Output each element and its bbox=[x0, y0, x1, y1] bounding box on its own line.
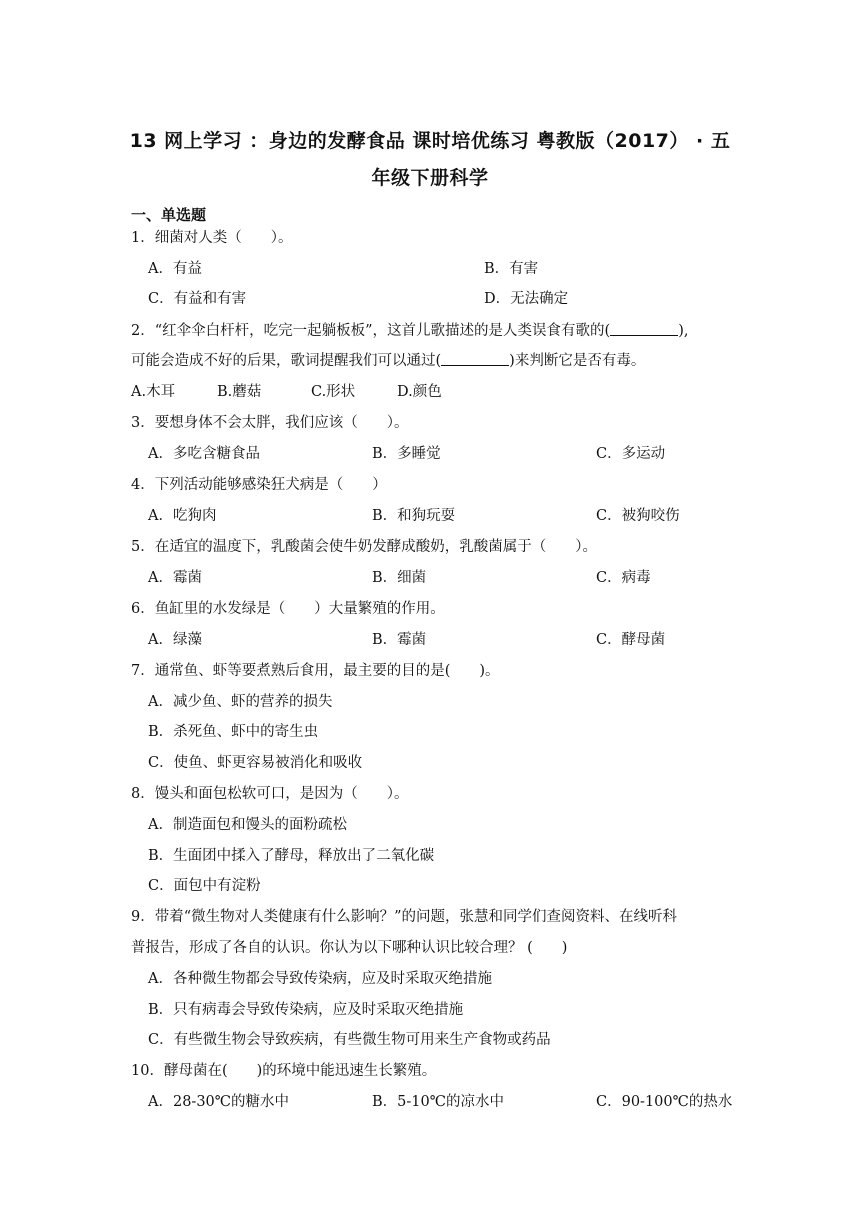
answer-blank bbox=[441, 351, 509, 366]
q4-option-b: B．和狗玩耍 bbox=[372, 508, 456, 524]
q3-option-a: A．多吃含糖食品 bbox=[148, 446, 260, 462]
q5-option-c: C．病毒 bbox=[596, 570, 651, 586]
q1-option-d: D．无法确定 bbox=[484, 291, 569, 307]
q10-option-a: A．28-30℃的糖水中 bbox=[148, 1094, 289, 1110]
q2-option-b: B.蘑菇 bbox=[217, 384, 262, 400]
question-5: 5．在适宜的温度下，乳酸菌会使牛奶发酵成酸奶，乳酸菌属于（ ）。 bbox=[131, 539, 597, 555]
q5-option-b: B．细菌 bbox=[372, 570, 427, 586]
question-8: 8．馒头和面包松软可口，是因为（ ）。 bbox=[131, 786, 409, 802]
question-2-line-2 bbox=[131, 349, 645, 370]
q2-option-c: C.形状 bbox=[311, 384, 356, 400]
question-4: 4．下列活动能够感染狂犬病是（ ） bbox=[131, 477, 387, 493]
q2-option-d: D.颜色 bbox=[397, 384, 442, 400]
q2-stem-part-2: ), bbox=[678, 323, 689, 339]
q6-option-a: A．绿藻 bbox=[148, 632, 202, 648]
q4-option-a: A．吃狗肉 bbox=[148, 508, 217, 524]
question-6: 6．鱼缸里的水发绿是（ ）大量繁殖的作用。 bbox=[131, 601, 445, 617]
q9-option-b: B．只有病毒会导致传染病，应及时采取灭绝措施 bbox=[148, 1002, 464, 1018]
q1-option-a: A．有益 bbox=[148, 261, 202, 277]
section-heading: 一、单选题 bbox=[131, 206, 207, 224]
q10-option-c: C．90-100℃的热水 bbox=[596, 1094, 733, 1110]
q5-option-a: A．霉菌 bbox=[148, 570, 202, 586]
q7-option-a: A．减少鱼、虾的营养的损失 bbox=[148, 694, 333, 710]
q6-option-c: C．酵母菌 bbox=[596, 632, 666, 648]
q9-option-a: A．各种微生物都会导致传染病，应及时采取灭绝措施 bbox=[148, 971, 492, 987]
q8-option-c: C．面包中有淀粉 bbox=[148, 878, 261, 894]
question-10: 10．酵母菌在( )的环境中能迅速生长繁殖。 bbox=[131, 1063, 437, 1079]
question-9: 9．带着“微生物对人类健康有什么影响？”的问题，张慧和同学们查阅资料、在线听科 bbox=[131, 909, 678, 925]
question-3: 3．要想身体不会太胖，我们应该（ ）。 bbox=[131, 415, 409, 431]
q1-option-c: C．有益和有害 bbox=[148, 291, 247, 307]
q3-option-b: B．多睡觉 bbox=[372, 446, 441, 462]
q1-option-b: B．有害 bbox=[484, 261, 539, 277]
q8-option-b: B．生面团中揉入了酵母，释放出了二氧化碳 bbox=[148, 848, 435, 864]
q7-option-b: B．杀死鱼、虾中的寄生虫 bbox=[148, 724, 319, 740]
q2-line2-part-2: )来判断它是否有毒。 bbox=[509, 353, 646, 369]
question-9-line-2: 普报告，形成了各自的认识。你认为以下哪种认识比较合理？ ( ) bbox=[131, 940, 568, 956]
q3-option-c: C．多运动 bbox=[596, 446, 666, 462]
page-title-line-2: 年级下册科学 bbox=[371, 167, 489, 189]
question-7: 7．通常鱼、虾等要煮熟后食用，最主要的目的是( )。 bbox=[131, 663, 500, 679]
q2-option-a: A.木耳 bbox=[131, 384, 176, 400]
question-1: 1．细菌对人类（ ）。 bbox=[131, 230, 293, 246]
q7-option-c: C．使鱼、虾更容易被消化和吸收 bbox=[148, 755, 363, 771]
q10-option-b: B．5-10℃的凉水中 bbox=[372, 1094, 504, 1110]
q8-option-a: A．制造面包和馒头的面粉疏松 bbox=[148, 817, 347, 833]
question-2 bbox=[131, 319, 689, 340]
q9-option-c: C．有些微生物会导致疾病，有些微生物可用来生产食物或药品 bbox=[148, 1032, 551, 1048]
q6-option-b: B．霉菌 bbox=[372, 632, 427, 648]
page-title-line-1: 13 网上学习 ：身边的发酵食品 课时培优练习 粤教版（2017） · 五 bbox=[129, 130, 731, 152]
answer-blank bbox=[610, 321, 678, 336]
q2-line2-part-1: 可能会造成不好的后果，歌词提醒我们可以通过( bbox=[131, 353, 442, 369]
q4-option-c: C．被狗咬伤 bbox=[596, 508, 680, 524]
q2-stem-part-1: 2．“红伞伞白杆杆，吃完一起躺板板”，这首儿歌描述的是人类误食有歌的( bbox=[131, 323, 611, 339]
